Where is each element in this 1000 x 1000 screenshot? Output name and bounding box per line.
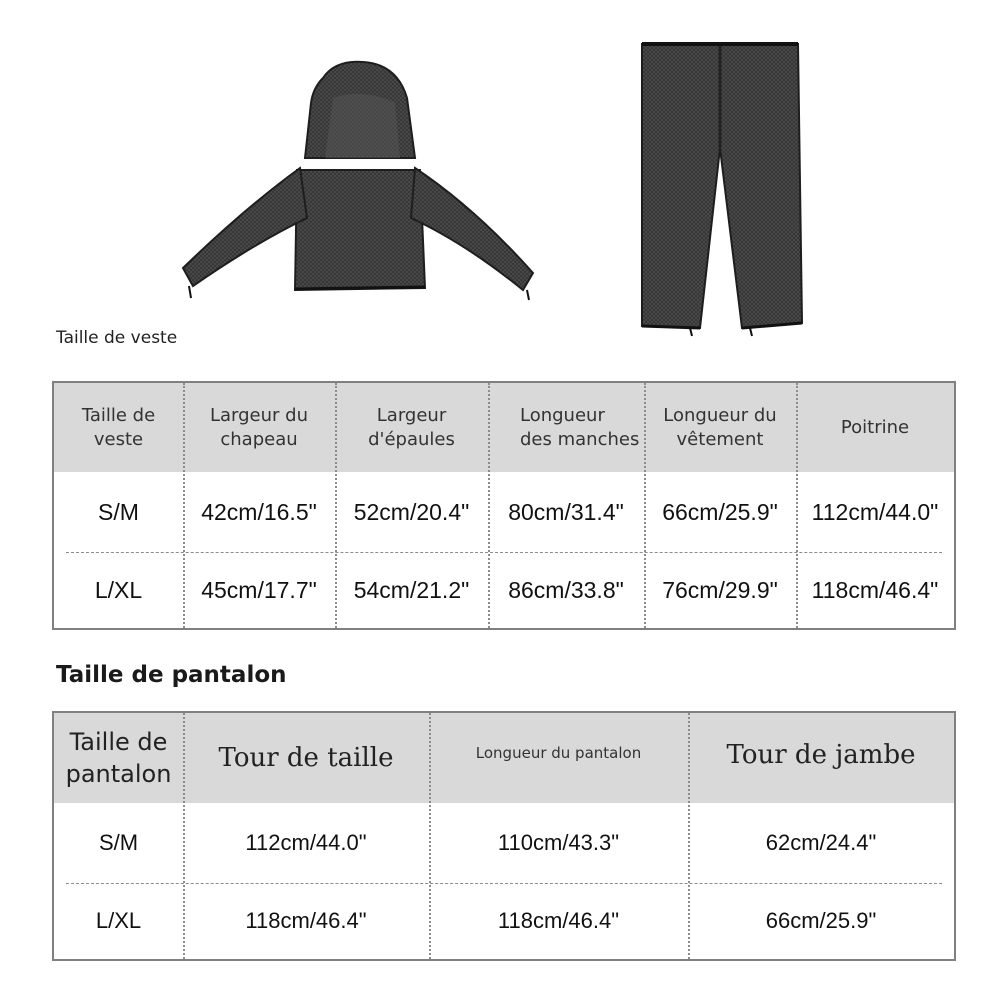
table-cell: 54cm/21.2" [353,576,470,603]
table-cell: 45cm/17.7" [201,576,317,603]
pants-size-table [52,711,956,961]
header-cell: Tour de taille [218,743,394,773]
table-cell: S/M [98,498,139,525]
table-cell: S/M [98,830,139,855]
header-cell: Longueur du pantalon [475,744,642,762]
header-cell: Taille de pantalon [65,728,172,788]
mesh-jacket-image [175,58,540,308]
table-cell: 80cm/31.4" [508,498,624,525]
table-cell: 86cm/33.8" [508,576,624,603]
table-cell: L/XL [95,908,142,933]
mesh-pants-image [630,38,810,338]
header-cell: Taille de veste [81,404,156,450]
table-cell: 110cm/43.3" [497,830,620,855]
header-cell: Poitrine [840,416,910,438]
header-cell: Largeur d'épaules [368,404,455,450]
table-cell: L/XL [94,576,143,603]
header-cell: Longueur du vêtement [663,404,777,450]
table-cell: 66cm/25.9" [765,908,877,933]
header-cell: Tour de jambe [726,740,916,770]
table-cell: 112cm/44.0" [811,498,939,525]
table-cell: 76cm/29.9" [662,576,778,603]
table-cell: 112cm/44.0" [245,830,367,855]
table-cell: 118cm/46.4" [245,908,367,933]
table-cell: 42cm/16.5" [201,498,317,525]
table-cell: 52cm/20.4" [353,498,470,525]
header-cell: Largeur du chapeau [209,404,308,450]
table-cell: 62cm/24.4" [765,830,877,855]
table-cell: 118cm/46.4" [811,576,939,603]
table-cell: 66cm/25.9" [662,498,778,525]
jacket-size-caption: Taille de veste [56,328,178,348]
header-cell: Longueur des manches [520,404,640,450]
jacket-size-table [52,381,956,630]
table-cell: 118cm/46.4" [497,908,620,933]
pants-size-caption: Taille de pantalon [56,662,287,688]
